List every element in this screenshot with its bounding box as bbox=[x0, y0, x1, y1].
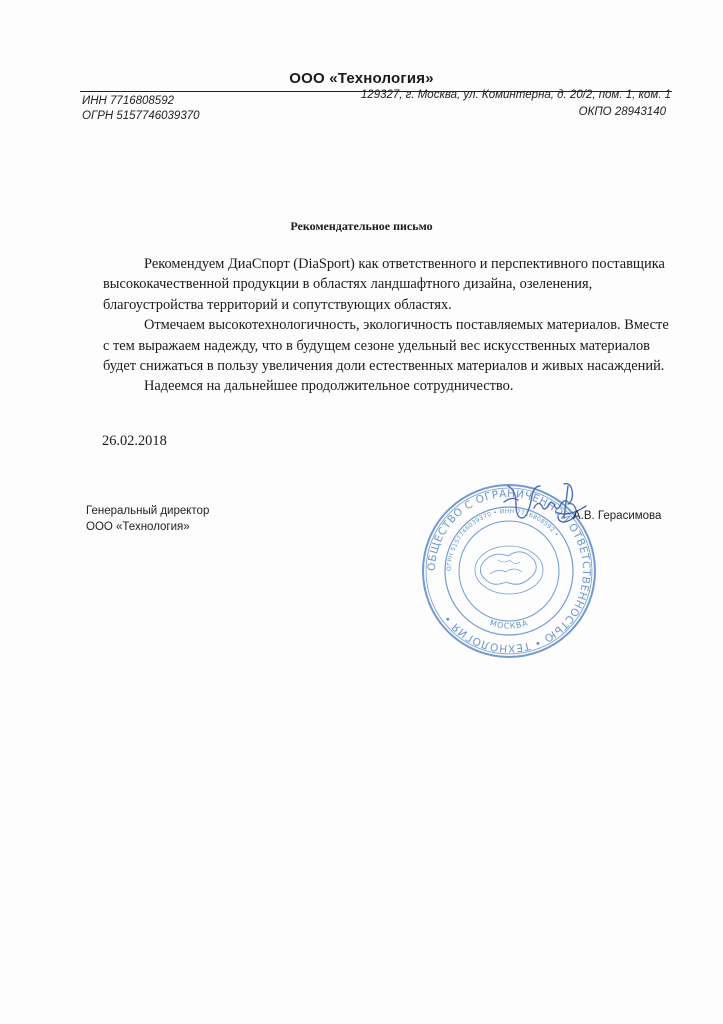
signatory-block bbox=[86, 503, 209, 535]
ogrn-number: ОГРН 5157746039370 bbox=[82, 110, 200, 122]
body-paragraph: Надеемся на дальнейшее продолжительное сотрудничество. bbox=[144, 378, 514, 395]
inn-number: ИНН 7716808592 bbox=[82, 95, 174, 107]
svg-text:МОСКВА bbox=[489, 618, 530, 630]
company-name: ООО «Технология» bbox=[289, 70, 434, 87]
okpo-number: ОКПО 28943140 bbox=[578, 106, 666, 118]
letter-date: 26.02.2018 bbox=[102, 433, 167, 449]
document-title: Рекомендательное письмо bbox=[290, 219, 433, 233]
signer-name: А.В. Герасимова bbox=[573, 510, 662, 522]
signatory-organization: ООО «Технология» bbox=[86, 521, 190, 533]
stamp-inner-text: ОГРН 5157746039370 • ИНН 7716808592 • bbox=[445, 507, 561, 572]
stamp-city-text: МОСКВА bbox=[488, 618, 530, 631]
stamp-outer-text: ОБЩЕСТВО С ОГРАНИЧЕННОЙ ОТВЕТСТВЕННОСТЬЮ • ТЕХНОЛОГИЯ • bbox=[425, 487, 593, 655]
letter-body bbox=[103, 254, 675, 397]
signatory-position: Генеральный директор bbox=[86, 505, 210, 517]
company-address: 129327, г. Москва, ул. Коминтерна, д. 20/2, пом. 1, ком. 1 bbox=[360, 89, 671, 101]
body-paragraph: Рекомендуем ДиаСпорт (DiaSport) как ответственного и перспективного поставщика высококачественной продукции в областях ландшафтного дизайна, озеленения, благоустройства территорий и сопутствующих областях. bbox=[103, 256, 665, 313]
body-paragraph: Отмечаем высокотехнологичность, экологичность поставляемых материалов. Вместе с тем выражаем надежду, что в будущем сезоне удельный вес искусственных материалов будет снижаться в пользу увеличения доли естественных материалов и живых насаждений. bbox=[103, 317, 669, 375]
